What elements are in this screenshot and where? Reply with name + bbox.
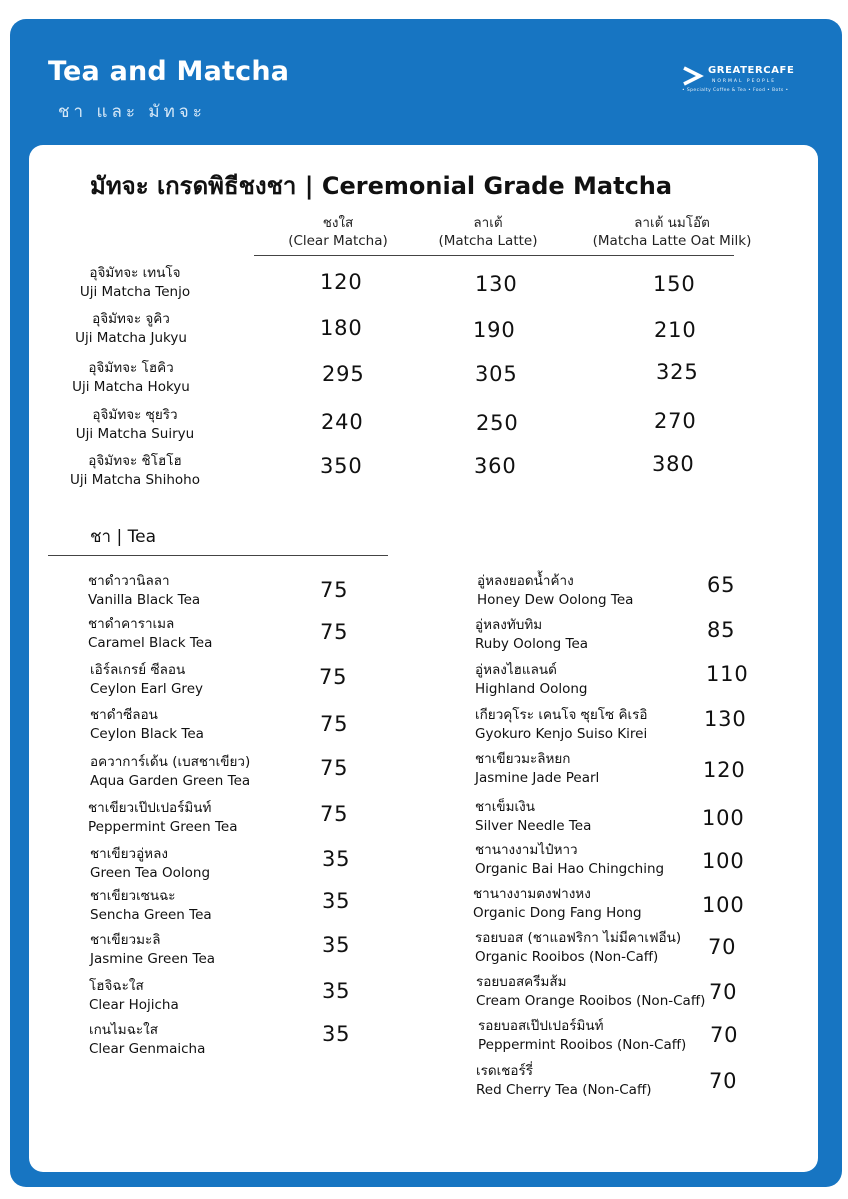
tea-item bbox=[475, 750, 599, 788]
item-name-en: Aqua Garden Green Tea bbox=[90, 773, 251, 789]
matcha-item bbox=[50, 264, 220, 302]
price-oat: 325 bbox=[656, 360, 699, 384]
item-name-th: อควาการ์เด้น (เบสชาเขียว) bbox=[90, 754, 251, 770]
tea-item bbox=[90, 887, 212, 925]
brand-logo bbox=[682, 64, 802, 100]
item-name-th: รอยบอสครีมส้ม bbox=[476, 974, 567, 990]
price-latte: 130 bbox=[475, 272, 518, 296]
logo-subname: NORMAL PEOPLE bbox=[712, 79, 777, 84]
price-latte: 360 bbox=[474, 454, 517, 478]
item-name-en: Uji Matcha Suiryu bbox=[75, 426, 195, 442]
item-name-th: ชาดำซีลอน bbox=[90, 707, 158, 723]
item-name-en: Cream Orange Rooibos (Non-Caff) bbox=[476, 993, 706, 1009]
tea-item bbox=[475, 616, 588, 654]
item-name-en: Uji Matcha Jukyu bbox=[75, 330, 187, 346]
matcha-item bbox=[46, 310, 216, 348]
matcha-item bbox=[50, 406, 220, 444]
header-divider bbox=[254, 255, 734, 256]
item-name-th: เรดเชอร์รี่ bbox=[476, 1063, 534, 1079]
tea-item bbox=[90, 706, 204, 744]
tea-price: 75 bbox=[320, 712, 349, 736]
item-name-th: อุจิมัทจะ ชิโฮโฮ bbox=[88, 453, 182, 469]
item-name-en: Clear Genmaicha bbox=[89, 1041, 206, 1057]
tea-price: 75 bbox=[319, 665, 348, 689]
item-name-th: ชาเขียวเป๊ปเปอร์มินท์ bbox=[88, 800, 212, 816]
column-header-th: ลาเต้ bbox=[473, 215, 503, 231]
item-name-en: Ceylon Earl Grey bbox=[90, 681, 203, 697]
tea-item bbox=[90, 845, 210, 883]
item-name-th: รอยบอส (ชาแอฟริกา ไม่มีคาเฟอีน) bbox=[475, 930, 682, 946]
tea-price: 120 bbox=[703, 758, 746, 782]
tea-item bbox=[473, 885, 642, 923]
matcha-section-title: มัทจะ เกรดพิธีชงชา | Ceremonial Grade Matcha bbox=[90, 172, 673, 200]
tea-price: 70 bbox=[710, 1023, 739, 1047]
tea-price: 35 bbox=[322, 1022, 351, 1046]
item-name-th: ชาดำคาราเมล bbox=[88, 616, 175, 632]
item-name-en: Ceylon Black Tea bbox=[90, 726, 204, 742]
item-name-en: Uji Matcha Tenjo bbox=[79, 284, 191, 300]
column-header-en: (Matcha Latte) bbox=[438, 233, 538, 249]
item-name-en: Jasmine Green Tea bbox=[90, 951, 216, 967]
logo-tagline: • Specialty Coffee & Tea • Food • Bots • bbox=[682, 88, 789, 93]
tea-item bbox=[88, 615, 212, 653]
item-name-en: Uji Matcha Shihoho bbox=[70, 472, 200, 488]
tea-price: 110 bbox=[706, 662, 749, 686]
tea-price: 35 bbox=[322, 889, 351, 913]
item-name-en: Vanilla Black Tea bbox=[88, 592, 201, 608]
item-name-en: Ruby Oolong Tea bbox=[475, 636, 589, 652]
page-title: Tea and Matcha bbox=[48, 56, 290, 87]
tea-item bbox=[478, 1017, 686, 1055]
price-clear: 350 bbox=[320, 454, 363, 478]
item-name-en: Silver Needle Tea bbox=[475, 818, 592, 834]
column-header-clear-matcha bbox=[278, 214, 398, 250]
tea-price: 85 bbox=[707, 618, 736, 642]
price-oat: 210 bbox=[654, 318, 697, 342]
tea-item bbox=[475, 798, 591, 836]
tea-price: 75 bbox=[320, 578, 349, 602]
price-latte: 190 bbox=[473, 318, 516, 342]
tea-price: 100 bbox=[702, 806, 745, 830]
item-name-en: Organic Dong Fang Hong bbox=[473, 905, 642, 921]
column-header-en: (Clear Matcha) bbox=[288, 233, 388, 249]
tea-section-title: ชา | Tea bbox=[90, 527, 156, 547]
item-name-en: Gyokuro Kenjo Suiso Kirei bbox=[475, 726, 648, 742]
tea-item bbox=[90, 753, 250, 791]
column-header-matcha-latte bbox=[428, 214, 548, 250]
tea-price: 65 bbox=[707, 573, 736, 597]
page-subtitle: ชา และ มัทจะ bbox=[58, 102, 206, 122]
item-name-en: Organic Rooibos (Non-Caff) bbox=[475, 949, 659, 965]
tea-price: 70 bbox=[708, 935, 737, 959]
column-header-th: ชงใส bbox=[322, 215, 354, 231]
item-name-th: รอยบอสเป๊ปเปอร์มินท์ bbox=[478, 1018, 604, 1034]
tea-price: 70 bbox=[709, 980, 738, 1004]
tea-price: 35 bbox=[322, 933, 351, 957]
logo-name: GREATERCAFE bbox=[708, 65, 795, 76]
tea-price: 130 bbox=[704, 707, 747, 731]
tea-item bbox=[475, 706, 647, 744]
item-name-th: ชานางงามตงฟางหง bbox=[473, 886, 591, 902]
item-name-th: อุจิมัทจะ โฮคิว bbox=[88, 360, 174, 376]
item-name-en: Peppermint Rooibos (Non-Caff) bbox=[478, 1037, 687, 1053]
item-name-en: Highland Oolong bbox=[475, 681, 588, 697]
item-name-th: ชาเข็มเงิน bbox=[475, 799, 535, 815]
item-name-en: Sencha Green Tea bbox=[90, 907, 212, 923]
tea-price: 100 bbox=[702, 893, 745, 917]
item-name-en: Green Tea Oolong bbox=[90, 865, 211, 881]
price-clear: 295 bbox=[322, 362, 365, 386]
tea-price: 35 bbox=[322, 979, 351, 1003]
item-name-en: Red Cherry Tea (Non-Caff) bbox=[476, 1082, 652, 1098]
chevron-right-icon bbox=[682, 66, 704, 86]
item-name-th: ชานางงามไป๋หาว bbox=[475, 842, 578, 858]
item-name-th: ชาเขียวมะลิหยก bbox=[475, 751, 571, 767]
column-header-th: ลาเต้ นมโอ๊ต bbox=[634, 215, 710, 231]
price-oat: 150 bbox=[653, 272, 696, 296]
tea-price: 35 bbox=[322, 847, 351, 871]
item-name-th: เกนไมฉะใส bbox=[89, 1022, 158, 1038]
item-name-th: อู่หลงยอดน้ำค้าง bbox=[477, 573, 574, 589]
item-name-en: Jasmine Jade Pearl bbox=[475, 770, 600, 786]
price-clear: 120 bbox=[320, 270, 363, 294]
tea-item bbox=[88, 572, 200, 610]
tea-price: 70 bbox=[709, 1069, 738, 1093]
item-name-th: ชาเขียวเซนฉะ bbox=[90, 888, 176, 904]
tea-item bbox=[476, 1062, 652, 1100]
price-oat: 380 bbox=[652, 452, 695, 476]
price-clear: 180 bbox=[320, 316, 363, 340]
tea-price: 100 bbox=[702, 849, 745, 873]
item-name-th: เกียวคุโระ เคนโจ ซุยโซ คิเรอิ bbox=[475, 707, 648, 723]
tea-item bbox=[89, 1021, 205, 1059]
item-name-th: อู่หลงทับทิม bbox=[475, 617, 543, 633]
tea-item bbox=[475, 661, 588, 699]
tea-item bbox=[89, 977, 179, 1015]
matcha-item bbox=[50, 452, 220, 490]
price-clear: 240 bbox=[321, 410, 364, 434]
tea-item bbox=[477, 572, 633, 610]
column-header-en: (Matcha Latte Oat Milk) bbox=[592, 233, 752, 249]
matcha-item bbox=[46, 359, 216, 397]
tea-price: 75 bbox=[320, 802, 349, 826]
tea-item bbox=[475, 841, 664, 879]
item-name-th: อุจิมัทจะ เทนโจ bbox=[89, 265, 181, 281]
item-name-en: Organic Bai Hao Chingching bbox=[475, 861, 665, 877]
price-latte: 305 bbox=[475, 362, 518, 386]
item-name-en: Honey Dew Oolong Tea bbox=[477, 592, 634, 608]
item-name-en: Clear Hojicha bbox=[89, 997, 179, 1013]
price-latte: 250 bbox=[476, 411, 519, 435]
item-name-th: เอิร์ลเกรย์ ซีลอน bbox=[90, 662, 186, 678]
price-oat: 270 bbox=[654, 409, 697, 433]
item-name-th: อุจิมัทจะ ซุยริว bbox=[92, 407, 178, 423]
item-name-en: Uji Matcha Hokyu bbox=[72, 379, 190, 395]
tea-price: 75 bbox=[320, 756, 349, 780]
tea-item bbox=[90, 661, 203, 699]
item-name-en: Caramel Black Tea bbox=[88, 635, 213, 651]
tea-divider bbox=[48, 555, 388, 556]
column-header-oat-latte bbox=[582, 214, 762, 250]
item-name-en: Peppermint Green Tea bbox=[88, 819, 238, 835]
tea-item bbox=[475, 929, 681, 967]
tea-item bbox=[88, 799, 237, 837]
item-name-th: ชาดำวานิลลา bbox=[88, 573, 170, 589]
tea-item bbox=[476, 973, 705, 1011]
tea-item bbox=[90, 931, 215, 969]
item-name-th: อู่หลงไฮแลนด์ bbox=[475, 662, 557, 678]
tea-price: 75 bbox=[320, 620, 349, 644]
item-name-th: ชาเขียวมะลิ bbox=[90, 932, 161, 948]
item-name-th: ชาเขียวอู่หลง bbox=[90, 846, 168, 862]
item-name-th: โฮจิฉะใส bbox=[89, 978, 144, 994]
item-name-th: อุจิมัทจะ จูคิว bbox=[92, 311, 170, 327]
